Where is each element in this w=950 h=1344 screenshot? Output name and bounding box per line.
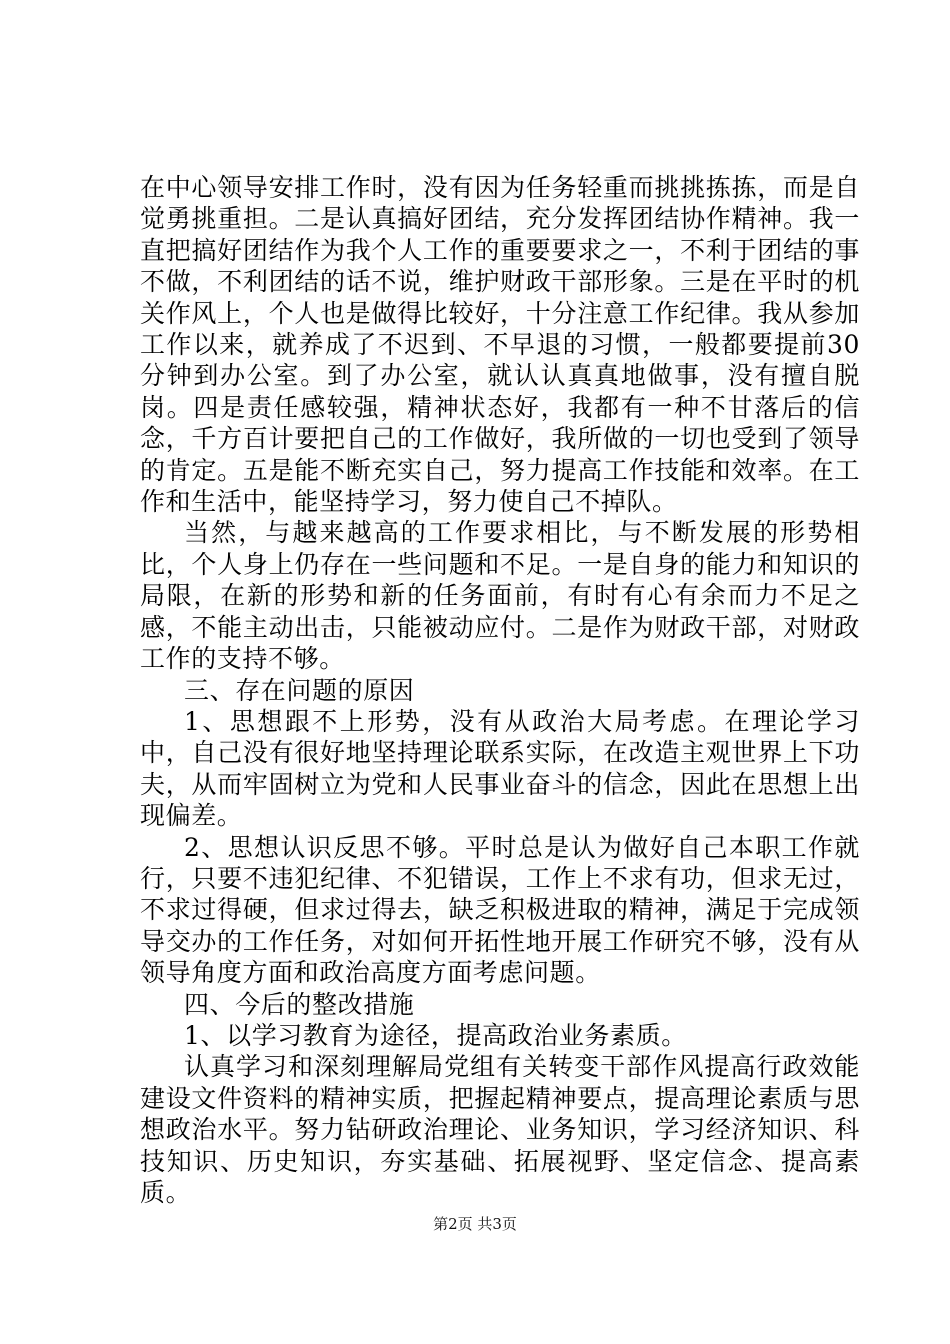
section-heading-measures: 四、今后的整改措施 bbox=[184, 989, 415, 1019]
page-number-footer: 第2页 共3页 bbox=[433, 1215, 517, 1233]
document-body bbox=[140, 172, 860, 1208]
paragraph-measure-1: 认真学习和深刻理解局党组有关转变干部作风提高行政效能建设文件资料的精神实质，把握起精神要点，提高理论素质与思想政治水平。努力钻研政治理论、业务知识，学习经济知识、科技知识、历史知识，夯实基础、拓展视野、坚定信念、提高素质。 bbox=[140, 1052, 860, 1207]
paragraph-shortcomings: 当然，与越来越高的工作要求相比，与不断发展的形势相比，个人身上仍存在一些问题和不足。一是自身的能力和知识的局限，在新的形势和新的任务面前，有时有心有余而力不足之感，不能主动出击，只能被动应付。二是作为财政干部，对财政工作的支持不够。 bbox=[140, 518, 860, 674]
paragraph-work-performance: 在中心领导安排工作时，没有因为任务轻重而挑挑拣拣，而是自觉勇挑重担。二是认真搞好团结，充分发挥团结协作精神。我一直把搞好团结作为我个人工作的重要要求之一，不利于团结的事不做，不利团结的话不说，维护财政干部形象。三是在平时的机关作风上，个人也是做得比较好，十分注意工作纪律。我从参加工作以来，就养成了不迟到、不早退的习惯，一般都要提前30分钟到办公室。到了办公室，就认认真真地做事，没有擅自脱岗。四是责任感较强，精神状态好，我都有一种不甘落后的信念，千方百计要把自己的工作做好，我所做的一切也受到了领导的肯定。五是能不断充实自己，努力提高工作技能和效率。在工作和生活中，能坚持学习，努力使自己不掉队。 bbox=[140, 173, 860, 517]
section-heading-causes: 三、存在问题的原因 bbox=[184, 675, 415, 705]
subheading-measure-1: 1、以学习教育为途径，提高政治业务素质。 bbox=[184, 1020, 687, 1050]
paragraph-cause-2: 2、思想认识反思不够。平时总是认为做好自己本职工作就行，只要不违犯纪律、不犯错误，工作上不求有功，但求无过，不求过得硬，但求过得去，缺乏积极进取的精神，满足于完成领导交办的工作任务，对如何开拓性地开展工作研究不够，没有从领导角度方面和政治高度方面考虑问题。 bbox=[140, 832, 860, 988]
paragraph-cause-1: 1、思想跟不上形势，没有从政治大局考虑。在理论学习中，自己没有很好地坚持理论联系实际，在改造主观世界上下功夫，从而牢固树立为党和人民事业奋斗的信念，因此在思想上出现偏差。 bbox=[140, 706, 860, 831]
